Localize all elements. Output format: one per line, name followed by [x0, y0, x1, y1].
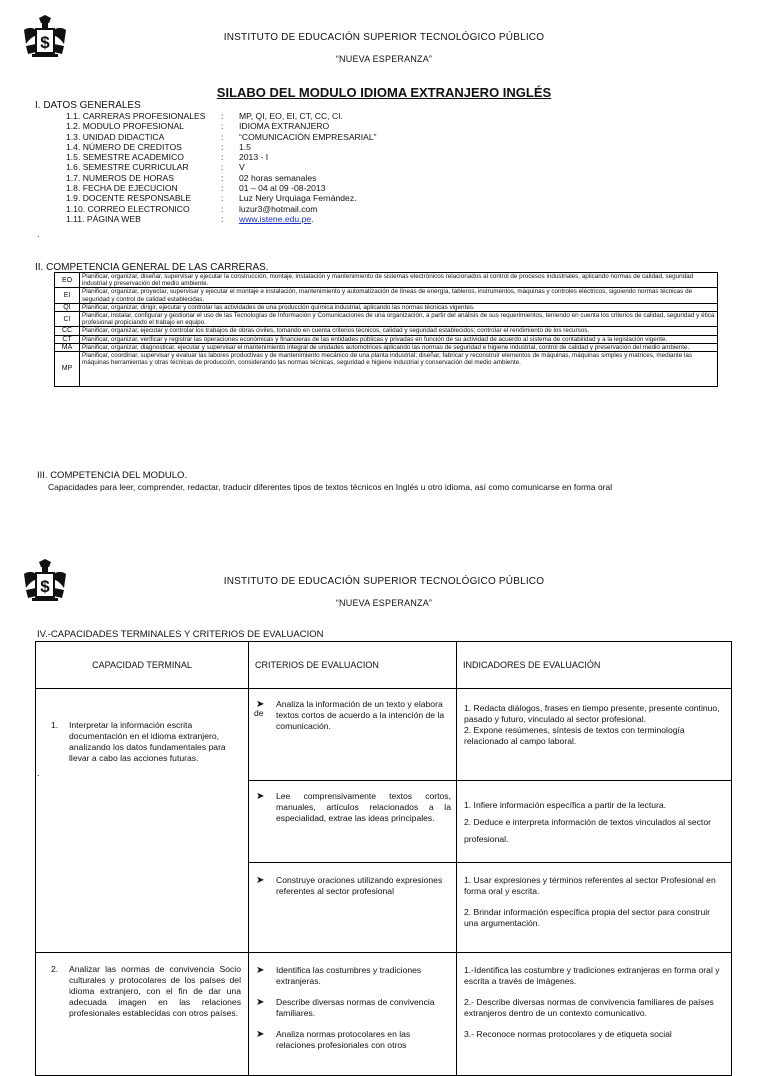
- competencia-modulo-heading: III. COMPETENCIA DEL MODULO.: [37, 470, 188, 481]
- table-row: [36, 689, 732, 781]
- criterio-cell: ➤ Analiza la información de un texto y elabora textos cortos de acuerdo a la intención de la comunicación. de: [249, 689, 457, 781]
- datos-row: 1.5. SEMESTRE ACADEMICO : 2013 - I: [66, 152, 269, 163]
- indicador-text: 2. Brindar información específica propia del sector para construir una argumentación.: [464, 907, 710, 928]
- competencias-heading: II. COMPETENCIA GENERAL DE LAS CARRERAS.: [35, 262, 269, 273]
- arrow-bullet-icon: ➤: [256, 699, 265, 710]
- table-row: EI Planificar, organizar, proyectar, supervisar y ejecutar el montaje e instalación, mantenimiento y automatización de líneas de energía, tableros, instrumentos, máquinas y controles eléctricos, siguiendo normas técnicas de seguridad y control de calidad establecidas.: [55, 288, 718, 303]
- criterio-text: Construye oraciones utilizando expresiones referentes al sector profesional: [276, 875, 443, 896]
- svg-text:$: $: [40, 33, 50, 52]
- stray-dot-2: .: [37, 768, 40, 778]
- table-row: QI Planificar, organizar, dirigir, ejecutar y controlar las actividades de una producción química industrial, aplicando las normas técnicas vigentes.: [55, 303, 718, 311]
- datos-heading: I. DATOS GENERALES: [35, 100, 141, 111]
- datos-row: 1.1. CARRERAS PROFESIONALES : MP, QI, EO, EI, CT, CC, CI.: [66, 111, 343, 121]
- capacidades-heading: IV.-CAPACIDADES TERMINALES Y CRITERIOS DE EVALUACION: [37, 629, 324, 640]
- column-header: CAPACIDAD TERMINAL: [36, 642, 249, 689]
- table-row: MA Planificar, organizar, diagnosticar, ejecutar y supervisar el mantenimiento integral de unidades automotrices aplicando las normas de seguridad e higiene industrial, control de calidad y preservación del medio ambiente.: [55, 343, 718, 351]
- website-link[interactable]: www.istene.edu.pe: [239, 213, 312, 224]
- datos-row: 1.10. CORREO ELECTRONICO : luzur3@hotmail.com: [66, 203, 318, 214]
- criterio-cell: [249, 953, 457, 1076]
- competencias-table: [54, 272, 718, 387]
- svg-text:$: $: [40, 577, 50, 596]
- indicador-text: 2. Expone resúmenes, síntesis de textos con terminología relacionado al campo laboral.: [464, 725, 685, 746]
- school-name: “NUEVA ESPERANZA”: [335, 54, 433, 64]
- indicador-text: 1. Infiere información específica a partir de la lectura.: [464, 800, 667, 810]
- datos-generales-list: [66, 111, 377, 224]
- indicador-text: 1.-Identifica las costumbre y tradiciones extranjeras en forma oral y escrita a través de imágenes.: [464, 965, 720, 986]
- criterio-cell: [249, 781, 457, 863]
- capacidad-text: Analizar las normas de convivencia Socio culturales y protocolares de los países del idioma extranjero, con el fin de dar una adecuada imagen en las relaciones profesionales establecidas con otros países.: [69, 964, 241, 1018]
- table-row: CI Planificar, instalar, configurar y gestionar el uso de las Tecnologías de Información y Comunicaciones de una organización, a partir del análisis de sus requerimientos, teniendo en cuenta los criterios de calidad, seguridad y ética profesional propiciando el trabajo en equipo.: [55, 312, 718, 327]
- arrow-bullet-icon: ➤: [256, 965, 265, 976]
- indicador-text: 2.- Describe diversas normas de convivencia familiares de países extranjeros dentro de un contexto comunicativo.: [464, 997, 714, 1018]
- indicador-cell: [457, 781, 732, 863]
- datos-row: 1.9. DOCENTE RESPONSABLE : Luz Nery Urquiaga Fernández.: [66, 193, 357, 204]
- column-header: CRITERIOS DE EVALUACION: [249, 642, 457, 689]
- table-row: CT Planificar, organizar, verificar y registrar las operaciones económicas y financieras de las entidades públicas y privadas en función de su actividad de acuerdo al sistema de contabilidad y a la legislación vigente.: [55, 335, 718, 343]
- institute-name: INSTITUTO DE EDUCACIÓN SUPERIOR TECNOLÓGICO PÚBLICO: [223, 32, 545, 43]
- criterio-text: Identifica las costumbres y tradiciones extranjeras.: [276, 965, 422, 986]
- datos-row: 1.3. UNIDAD DIDACTICA : “COMUNICACIÓN EMPRESARIAL”: [66, 131, 377, 142]
- criterio-text: Analiza la información de un texto y elabora textos cortos de acuerdo a la intención de la comunicación.: [276, 699, 445, 731]
- table-row: MP Planificar, coordinar, supervisar y evaluar las labores productivas y de mantenimiento mecánico de una planta industrial; diseñar, fabricar y reconstruir elementos de máquinas, máquinas simples y matrices, mediante las máquinas herramientas y otras técnicas de producción, considerando las normas técnicas, seguridad e higiene industrial y conservación del medio ambiente.: [55, 352, 718, 387]
- criterio-text: Lee comprensivamente textos cortos, manuales, artículos relacionados a la especialidad, extrae las ideas principales.: [276, 791, 451, 823]
- datos-row: 1.2. MODULO PROFESIONAL : IDIOMA EXTRANJERO: [66, 121, 330, 132]
- criterio-text: Analiza normas protocolares en las relaciones profesionales con otros: [276, 1029, 411, 1050]
- indicador-cell: [457, 689, 732, 781]
- indicador-cell: [457, 953, 732, 1076]
- indicador-text: 3.- Reconoce normas protocolares y de etiqueta social: [464, 1029, 672, 1039]
- institute-name-2: INSTITUTO DE EDUCACIÓN SUPERIOR TECNOLÓGICO PÚBLICO: [223, 576, 545, 587]
- arrow-bullet-icon: ➤: [256, 997, 265, 1008]
- school-name-2: “NUEVA ESPERANZA”: [335, 598, 433, 608]
- capacidades-table: [35, 641, 732, 1076]
- table-row: EO Planificar, organizar, diseñar, supervisar y ejecutar la construcción, montaje, instalación y mantenimiento de sistemas electrónicos relacionados al control de procesos industriales, aplicando normas de calidad, seguridad industrial y preservación del medio ambiente.: [55, 273, 718, 288]
- arrow-bullet-icon: ➤: [256, 791, 265, 802]
- table-header-row: [36, 642, 732, 689]
- indicador-cell: [457, 863, 732, 953]
- column-header: INDICADORES DE EVALUACIÓN: [457, 642, 732, 689]
- capacidad-text: Interpretar la información escrita documentación en el idioma extranjero, analizando los datos fundamentales para llevar a cabo las acciones futuras.: [69, 720, 226, 763]
- table-row: [36, 953, 732, 1076]
- datos-row: 1.7. NUMEROS DE HORAS : 02 horas semanales: [66, 172, 317, 183]
- datos-row: 1.4. NÚMERO DE CREDITOS : 1.5: [66, 141, 251, 152]
- criterio-cell: [249, 863, 457, 953]
- arrow-bullet-icon: ➤: [256, 1029, 265, 1040]
- arrow-bullet-icon: ➤: [256, 875, 265, 886]
- criterio-text: Describe diversas normas de convivencia familiares.: [276, 997, 435, 1018]
- capacidad-cell: 1. Interpretar la información escrita documentación en el idioma extranjero, analizando los datos fundamentales para llevar a cabo las acciones futuras.: [36, 689, 249, 953]
- datos-row: 1.11. PÁGINA WEB : www.istene.edu.pe.: [66, 213, 314, 224]
- page-title: SILABO DEL MODULO IDIOMA EXTRANJERO INGLÉS: [216, 85, 552, 100]
- datos-row: 1.8. FECHA DE EJECUCION : 01 – 04 al 09 -08-2013: [66, 183, 326, 194]
- indicador-text: 2. Deduce e interpreta información de textos vinculados al sector profesional.: [464, 817, 711, 844]
- competencia-modulo-text: Capacidades para leer, comprender, redactar, traducir diferentes tipos de textos técnicos en Inglés u otro idioma, así como comunicarse en forma oral: [48, 482, 613, 492]
- datos-row: 1.6. SEMESTRE CURRICULAR : V: [66, 162, 245, 173]
- capacidad-cell: 2. Analizar las normas de convivencia Socio culturales y protocolares de los países del idioma extranjero, con el fin de dar una adecuada imagen en las relaciones profesionales establecidas con otros países.: [36, 953, 249, 1076]
- indicador-text: 1. Usar expresiones y términos referentes al sector Profesional en forma oral y escrita.: [464, 875, 716, 896]
- indicador-text: 1. Redacta diálogos, frases en tiempo presente, presente continuo, pasado y futuro, vinculado al sector profesional.: [464, 703, 720, 724]
- table-row: CC Planificar, organizar, ejecutar y controlar los trabajos de obras civiles, tomando en cuenta criterios técnicos, calidad y seguridad establecidos; controlar el rendimiento de los recursos.: [55, 327, 718, 335]
- stray-dot: .: [37, 229, 40, 239]
